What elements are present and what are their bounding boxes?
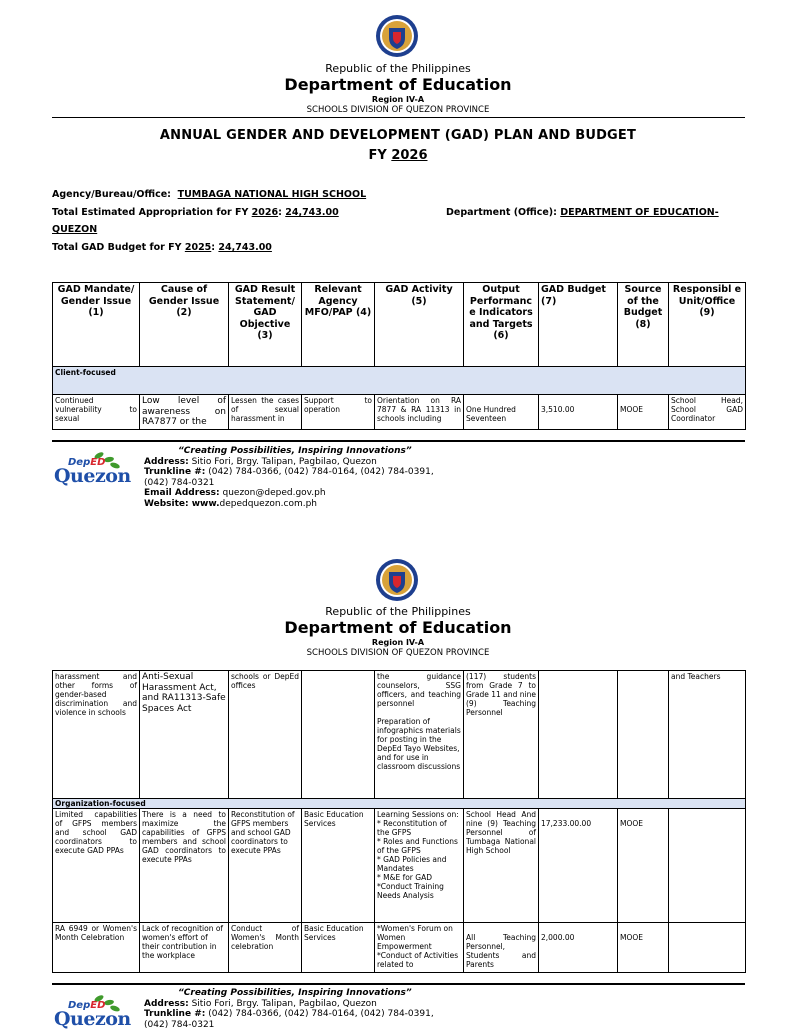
table-cell: There is a need to maximize the capabilities of GFPS members and school GAD coordinators to execute PPAs: [140, 809, 229, 923]
table-cell: Basic Education Services: [302, 809, 375, 923]
col-header: GAD Result Statement/ GAD Objective (3): [229, 283, 302, 367]
table-cell: MOOE: [618, 395, 669, 430]
col-header: GAD Activity (5): [375, 283, 464, 367]
deped-quezon-logo: DepED Quezon: [54, 451, 128, 491]
section-row-org: [53, 799, 746, 809]
col-header: Responsibl e Unit/Office (9): [669, 283, 746, 367]
table-cell: MOOE: [618, 809, 669, 923]
table-cell: Support to operation: [302, 395, 375, 430]
table-cell: [302, 671, 375, 799]
footer-contact: “Creating Possibilities, Inspiring Innovations” Address: Sitio Fori, Brgy. Talipan, Pagbilao, Quezon Trunkline #: (042) 784-0366, (042) 784-0164, (042) 784-0391, (042) 784-0321 Email Address: quezon@deped.gov.ph Website: www.depedquezon.com.ph: [144, 446, 464, 509]
col-header: Source of the Budget (8): [618, 283, 669, 367]
gad-plan-table: [52, 282, 746, 430]
table-cell: Basic Education Services: [302, 923, 375, 973]
page-1: [0, 0, 768, 530]
republic-text: Republic of the Philippines: [325, 62, 471, 75]
table-cell: Lessen the cases of sexual harassment in: [229, 395, 302, 430]
division-text: SCHOOLS DIVISION OF QUEZON PROVINCE: [306, 648, 490, 658]
table-cell: the guidance counselors, SSG officers, and teaching personnel Preparation of infographics materials for posting in the DepEd Tayo Websites, and for use in classroom discussions: [375, 671, 464, 799]
table-cell: [539, 671, 618, 799]
region-text: Region IV-A: [371, 95, 425, 104]
table-cell: School Head And nine (9) Teaching Personnel of Tumbaga National High School: [464, 809, 539, 923]
deped-seal-icon: [375, 14, 419, 58]
table-cell: Conduct of Women's Month celebration: [229, 923, 302, 973]
footer-rule: [52, 983, 745, 985]
footer-rule: [52, 440, 745, 442]
table-cell: MOOE: [618, 923, 669, 973]
republic-text: Republic of the Philippines: [325, 605, 471, 618]
department-office: Department (Office): DEPARTMENT OF EDUCATION-: [446, 207, 719, 218]
table-cell: harassment and other forms of gender-based discrimination and violence in schools: [53, 671, 140, 799]
table-cell: Low level of awareness on RA7877 or the: [140, 395, 229, 430]
table-cell: School Head, School GAD Coordinator: [669, 395, 746, 430]
table-cell: Learning Sessions on: * Reconstitution of the GFPS * Roles and Functions of the GFPS * GAD Policies and Mandates * M&E for GAD *Conduct Training Needs Analysis: [375, 809, 464, 923]
table-cell: *Women's Forum on Women Empowerment *Conduct of Activities related to: [375, 923, 464, 973]
gad-plan-table-cont: [52, 670, 746, 973]
table-cell: 2,000.00: [539, 923, 618, 973]
agency-line: Agency/Bureau/Office: TUMBAGA NATIONAL HIGH SCHOOL: [52, 189, 367, 200]
department-title: Department of Education: [284, 618, 512, 637]
table-cell: RA 6949 or Women's Month Celebration: [53, 923, 140, 973]
col-header: Output Performanc e Indicators and Targets (6): [464, 283, 539, 367]
table-header-row: [53, 283, 746, 367]
section-label: Client-focused: [53, 367, 746, 395]
fiscal-year-title: FY 2026: [368, 148, 428, 163]
table-cell: All Teaching Personnel, Students and Parents: [464, 923, 539, 973]
table-cell: (117) students from Grade 7 to Grade 11 and nine (9) Teaching Personnel: [464, 671, 539, 799]
table-cell: Anti-Sexual Harassment Act, and RA11313-Safe Spaces Act: [140, 671, 229, 799]
deped-quezon-logo: DepED Quezon: [54, 994, 128, 1034]
table-cell: One Hundred Seventeen: [464, 395, 539, 430]
region-text: Region IV-A: [371, 638, 425, 647]
col-header: GAD Mandate/ Gender Issue (1): [53, 283, 140, 367]
deped-seal-icon: [375, 558, 419, 602]
division-text: SCHOOLS DIVISION OF QUEZON PROVINCE: [306, 105, 490, 115]
header-rule: [52, 117, 745, 118]
section-label: Organization-focused: [53, 799, 746, 809]
section-row-client: [53, 367, 746, 395]
table-cell: schools or DepEd offices: [229, 671, 302, 799]
table-cell: 3,510.00: [539, 395, 618, 430]
table-cell: [618, 671, 669, 799]
table-cell: Limited capabilities of GFPS members and school GAD coordinators to execute GAD PPAs: [53, 809, 140, 923]
department-office-cont: QUEZON: [52, 224, 98, 235]
footer-motto: “Creating Possibilities, Inspiring Innovations”: [178, 446, 412, 456]
table-cell: [669, 809, 746, 923]
table-cell: Reconstitution of GFPS members and school GAD coordinators to execute PPAs: [229, 809, 302, 923]
table-row: [53, 671, 746, 799]
gad-budget-line: Total GAD Budget for FY 2025: 24,743.00: [52, 242, 272, 253]
table-row: [53, 923, 746, 973]
col-header: Cause of Gender Issue (2): [140, 283, 229, 367]
table-row: [53, 395, 746, 430]
footer-contact: “Creating Possibilities, Inspiring Innovations” Address: Sitio Fori, Brgy. Talipan, Pagbilao, Quezon Trunkline #: (042) 784-0366, (042) 784-0164, (042) 784-0391, (042) 784-0321: [144, 988, 464, 1030]
table-cell: Lack of recognition of women's effort of their contribution in the workplace: [140, 923, 229, 973]
col-header: GAD Budget (7): [539, 283, 618, 367]
page-2: [0, 544, 768, 1030]
plan-title: ANNUAL GENDER AND DEVELOPMENT (GAD) PLAN AND BUDGET: [159, 128, 637, 143]
table-cell: Continued vulnerability to sexual: [53, 395, 140, 430]
table-cell: [669, 923, 746, 973]
appropriation-line: Total Estimated Appropriation for FY 2026: 24,743.00 Department (Office): DEPARTMENT OF EDUCATION-: [52, 207, 719, 218]
table-cell: Orientation on RA 7877 & RA 11313 in schools including: [375, 395, 464, 430]
col-header: Relevant Agency MFO/PAP (4): [302, 283, 375, 367]
table-row: [53, 809, 746, 923]
table-cell: 17,233.00.00: [539, 809, 618, 923]
footer-motto: “Creating Possibilities, Inspiring Innovations”: [178, 988, 412, 998]
table-cell: and Teachers: [669, 671, 746, 799]
department-title: Department of Education: [284, 75, 512, 94]
